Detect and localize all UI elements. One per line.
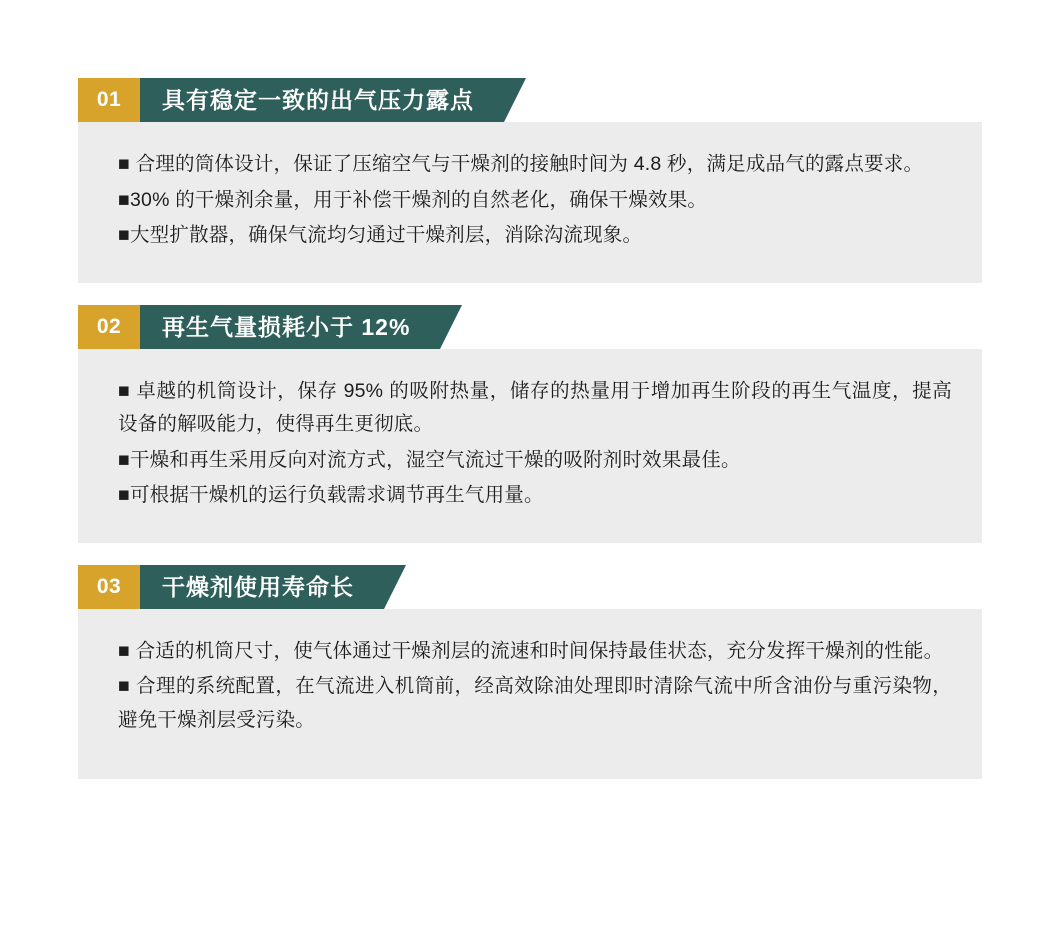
feature-section-01	[78, 78, 982, 283]
section-paragraph: ■ 合理的筒体设计，保证了压缩空气与干燥剂的接触时间为 4.8 秒，满足成品气的露点要求。	[118, 153, 924, 175]
section-gap	[78, 551, 982, 565]
section-title-01: 具有稳定一致的出气压力露点	[162, 87, 474, 113]
section-paragraph: ■干燥和再生采用反向对流方式，湿空气流过干燥的吸附剂时效果最佳。	[118, 448, 741, 471]
section-body-02	[78, 349, 982, 543]
section-number-badge-02: 02	[78, 305, 140, 349]
section-title-wrap-03	[140, 565, 384, 609]
section-paragraph: ■ 卓越的机筒设计，保存 95% 的吸附热量，储存的热量用于增加再生阶段的再生气温度，提高设备的解吸能力，使得再生更彻底。	[118, 379, 952, 436]
section-title-wrap-01	[140, 78, 504, 122]
feature-sections	[78, 78, 982, 787]
section-paragraph: ■30% 的干燥剂余量，用于补偿干燥剂的自然老化，确保干燥效果。	[118, 188, 708, 211]
section-body-03	[78, 609, 982, 780]
section-number-badge-01: 01	[78, 78, 140, 122]
section-body-01	[78, 122, 982, 283]
section-paragraph: ■大型扩散器，确保气流均匀通过干燥剂层，消除沟流现象。	[118, 224, 643, 247]
section-number-badge-03: 03	[78, 565, 140, 609]
section-paragraph: ■ 合理的系统配置，在气流进入机筒前，经高效除油处理即时清除气流中所含油份与重污染物，避免干燥剂层受污染。	[118, 675, 952, 731]
section-header-01	[78, 78, 982, 122]
section-title-03: 干燥剂使用寿命长	[162, 573, 354, 600]
section-title-02: 再生气量损耗小于 12%	[162, 313, 411, 340]
feature-section-02	[78, 305, 982, 543]
section-title-wrap-02	[140, 305, 440, 349]
section-paragraph: ■ 合适的机筒尺寸，使气体通过干燥剂层的流速和时间保持最佳状态，充分发挥干燥剂的性能。	[118, 639, 944, 662]
section-gap	[78, 291, 982, 305]
section-header-03	[78, 565, 982, 609]
section-header-02	[78, 305, 982, 349]
section-paragraph: ■可根据干燥机的运行负载需求调节再生气用量。	[118, 484, 544, 507]
feature-section-03	[78, 565, 982, 780]
